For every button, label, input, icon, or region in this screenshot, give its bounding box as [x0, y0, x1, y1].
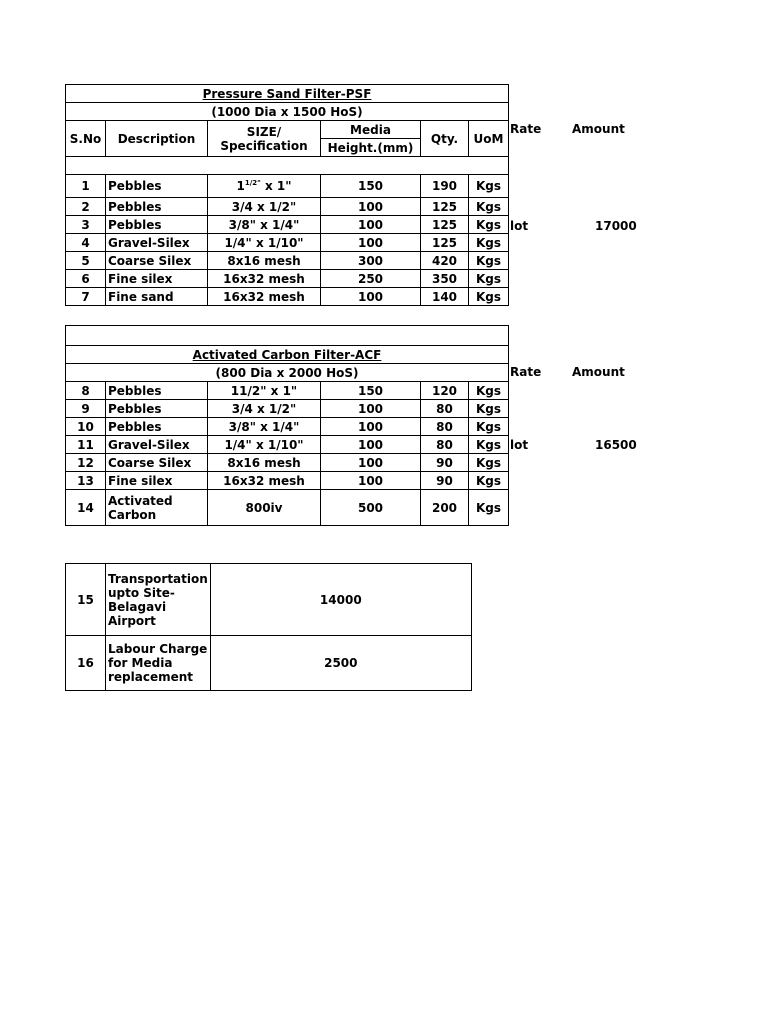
- table-row: [66, 216, 509, 234]
- header-description: Description: [106, 121, 208, 157]
- row-qty: 125: [421, 198, 469, 216]
- row-uom: Kgs: [469, 454, 509, 472]
- row-size: 16x32 mesh: [208, 472, 321, 490]
- row-size: 800iv: [208, 490, 321, 526]
- psf-amount-value: 17000: [595, 219, 637, 233]
- row-qty: 90: [421, 472, 469, 490]
- row-size: 16x32 mesh: [208, 288, 321, 306]
- row-height: 150: [321, 382, 421, 400]
- table-row: [66, 636, 472, 691]
- row-height: 500: [321, 490, 421, 526]
- row-description: Transportation upto Site-Belagavi Airport: [106, 564, 211, 636]
- table-row: [66, 382, 509, 400]
- extras-table: [65, 563, 472, 691]
- row-uom: Kgs: [469, 288, 509, 306]
- row-sno: 7: [66, 288, 106, 306]
- row-sno: 15: [66, 564, 106, 636]
- row-sno: 8: [66, 382, 106, 400]
- row-sno: 5: [66, 252, 106, 270]
- row-sno: 2: [66, 198, 106, 216]
- header-qty: Qty.: [421, 121, 469, 157]
- row-description: Pebbles: [106, 198, 208, 216]
- row-description: Pebbles: [106, 216, 208, 234]
- row-uom: Kgs: [469, 418, 509, 436]
- row-description: Coarse Silex: [106, 454, 208, 472]
- row-description: Fine silex: [106, 472, 208, 490]
- row-description: Fine sand: [106, 288, 208, 306]
- row-sno: 4: [66, 234, 106, 252]
- row-size: $1^{1/2"}$ x 1": [208, 175, 321, 198]
- row-amount: 14000: [210, 564, 471, 636]
- row-sno: 14: [66, 490, 106, 526]
- row-sno: 1: [66, 175, 106, 198]
- row-sno: 16: [66, 636, 106, 691]
- psf-rate-label: Rate: [510, 122, 542, 136]
- row-size: 3/8" x 1/4": [208, 418, 321, 436]
- table-row: [66, 490, 509, 526]
- row-height: 100: [321, 436, 421, 454]
- row-qty: 80: [421, 436, 469, 454]
- row-description: Gravel-Silex: [106, 234, 208, 252]
- row-uom: Kgs: [469, 175, 509, 198]
- table-row: [66, 175, 509, 198]
- row-qty: 350: [421, 270, 469, 288]
- row-uom: Kgs: [469, 270, 509, 288]
- row-sno: 9: [66, 400, 106, 418]
- row-qty: 125: [421, 234, 469, 252]
- row-uom: Kgs: [469, 198, 509, 216]
- row-size: 1/4" x 1/10": [208, 234, 321, 252]
- row-description: Labour Charge for Media replacement: [106, 636, 211, 691]
- row-sno: 10: [66, 418, 106, 436]
- table-row: [66, 234, 509, 252]
- row-uom: Kgs: [469, 400, 509, 418]
- row-height: 100: [321, 288, 421, 306]
- psf-title: Pressure Sand Filter-PSF: [66, 85, 509, 103]
- row-size: 3/8" x 1/4": [208, 216, 321, 234]
- row-height: 300: [321, 252, 421, 270]
- acf-rate-value: lot: [510, 438, 529, 452]
- header-media: Media: [321, 121, 421, 139]
- row-sno: 6: [66, 270, 106, 288]
- table-row: [66, 472, 509, 490]
- row-description: Fine silex: [106, 270, 208, 288]
- row-qty: 200: [421, 490, 469, 526]
- row-sno: 11: [66, 436, 106, 454]
- acf-table: [65, 325, 509, 526]
- table-row: [66, 198, 509, 216]
- row-height: 100: [321, 234, 421, 252]
- row-qty: 125: [421, 216, 469, 234]
- table-row: [66, 270, 509, 288]
- row-description: Pebbles: [106, 382, 208, 400]
- row-description: Gravel-Silex: [106, 436, 208, 454]
- table-row: [66, 564, 472, 636]
- row-sno: 13: [66, 472, 106, 490]
- row-qty: 190: [421, 175, 469, 198]
- row-height: 100: [321, 472, 421, 490]
- spacer-row: [66, 326, 509, 346]
- row-qty: 140: [421, 288, 469, 306]
- row-uom: Kgs: [469, 216, 509, 234]
- row-size: 16x32 mesh: [208, 270, 321, 288]
- row-qty: 120: [421, 382, 469, 400]
- row-height: 100: [321, 454, 421, 472]
- acf-amount-label: Amount: [572, 365, 625, 379]
- row-size: 3/4 x 1/2": [208, 198, 321, 216]
- row-description: Pebbles: [106, 175, 208, 198]
- row-description: Activated Carbon: [106, 490, 208, 526]
- row-uom: Kgs: [469, 472, 509, 490]
- psf-table: [65, 84, 509, 306]
- row-size: 3/4 x 1/2": [208, 400, 321, 418]
- row-qty: 80: [421, 418, 469, 436]
- row-uom: Kgs: [469, 436, 509, 454]
- table-row: [66, 288, 509, 306]
- header-sno: S.No: [66, 121, 106, 157]
- row-uom: Kgs: [469, 382, 509, 400]
- row-sno: 12: [66, 454, 106, 472]
- table-row: [66, 252, 509, 270]
- header-height: Height.(mm): [321, 139, 421, 157]
- row-uom: Kgs: [469, 234, 509, 252]
- row-height: 100: [321, 198, 421, 216]
- row-height: 250: [321, 270, 421, 288]
- row-sno: 3: [66, 216, 106, 234]
- row-description: Pebbles: [106, 418, 208, 436]
- row-amount: 2500: [210, 636, 471, 691]
- row-qty: 420: [421, 252, 469, 270]
- table-row: [66, 418, 509, 436]
- spacer-row: [66, 157, 509, 175]
- row-size: 8x16 mesh: [208, 252, 321, 270]
- row-height: 150: [321, 175, 421, 198]
- psf-rate-value: lot: [510, 219, 529, 233]
- acf-rate-label: Rate: [510, 365, 542, 379]
- psf-subtitle: (1000 Dia x 1500 HoS): [66, 103, 509, 121]
- row-uom: Kgs: [469, 490, 509, 526]
- acf-amount-value: 16500: [595, 438, 637, 452]
- row-height: 100: [321, 216, 421, 234]
- row-qty: 90: [421, 454, 469, 472]
- table-row: [66, 400, 509, 418]
- table-row: [66, 454, 509, 472]
- row-qty: 80: [421, 400, 469, 418]
- row-uom: Kgs: [469, 252, 509, 270]
- acf-subtitle: (800 Dia x 2000 HoS): [66, 364, 509, 382]
- table-row: [66, 436, 509, 454]
- header-uom: UoM: [469, 121, 509, 157]
- row-description: Coarse Silex: [106, 252, 208, 270]
- row-description: Pebbles: [106, 400, 208, 418]
- row-height: 100: [321, 400, 421, 418]
- row-size: 11/2" x 1": [208, 382, 321, 400]
- psf-amount-label: Amount: [572, 122, 625, 136]
- row-size: 1/4" x 1/10": [208, 436, 321, 454]
- row-size: 8x16 mesh: [208, 454, 321, 472]
- acf-title: Activated Carbon Filter-ACF: [66, 346, 509, 364]
- row-height: 100: [321, 418, 421, 436]
- header-size: SIZE/ Specification: [208, 121, 321, 157]
